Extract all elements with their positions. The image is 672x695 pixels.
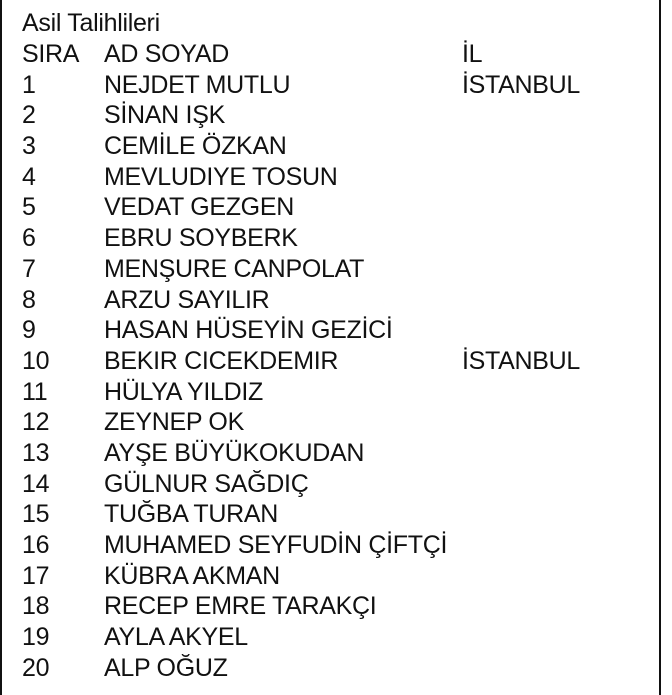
row-ad-soyad: CEMİLE ÖZKAN	[104, 132, 287, 161]
row-ad-soyad: MUHAMED SEYFUDİN ÇİFTÇİ	[104, 531, 448, 559]
header-ad-soyad: AD SOYAD	[104, 40, 229, 68]
row-sira: 5	[22, 193, 36, 222]
list-row	[22, 438, 652, 469]
row-ad-soyad: VEDAT GEZGEN	[104, 193, 294, 222]
list-row	[22, 346, 652, 377]
row-sira: 4	[22, 162, 36, 191]
row-sira: 2	[22, 101, 36, 130]
list-row	[22, 131, 652, 162]
header-row	[22, 39, 652, 70]
list-row	[22, 469, 652, 500]
row-sira: 19	[22, 623, 50, 652]
row-ad-soyad: RECEP EMRE TARAKÇI	[104, 592, 377, 621]
row-ad-soyad: AYLA AKYEL	[104, 623, 248, 652]
row-sira: 12	[22, 408, 50, 437]
row-sira: 9	[22, 316, 36, 345]
row-sira: 15	[22, 500, 50, 529]
winners-list	[22, 8, 652, 683]
row-ad-soyad: GÜLNUR SAĞDIÇ	[104, 469, 309, 498]
row-sira: 7	[22, 254, 36, 283]
header-il: İL	[462, 40, 483, 68]
row-sira: 1	[22, 70, 36, 99]
list-row	[22, 100, 652, 131]
row-sira: 17	[22, 561, 50, 590]
row-sira: 14	[22, 469, 50, 498]
row-ad-soyad: SİNAN IŞK	[104, 101, 225, 130]
list-row	[22, 223, 652, 254]
list-row	[22, 530, 652, 561]
row-ad-soyad: ARZU SAYILIR	[104, 285, 270, 314]
list-row	[22, 407, 652, 438]
row-ad-soyad: AYŞE BÜYÜKOKUDAN	[104, 438, 365, 467]
list-row	[22, 499, 652, 530]
row-sira: 13	[22, 438, 50, 467]
list-row	[22, 254, 652, 285]
row-ad-soyad: BEKIR CICEKDEMIR	[104, 346, 339, 375]
row-sira: 6	[22, 224, 36, 253]
list-row	[22, 561, 652, 592]
list-row	[22, 162, 652, 193]
list-title: Asil Talihlileri	[22, 9, 160, 37]
list-row	[22, 70, 652, 101]
list-row	[22, 315, 652, 346]
list-row	[22, 622, 652, 653]
row-sira: 18	[22, 592, 50, 621]
row-ad-soyad: EBRU SOYBERK	[104, 224, 298, 253]
row-ad-soyad: MENŞURE CANPOLAT	[104, 254, 365, 283]
row-ad-soyad: ZEYNEP OK	[104, 408, 244, 437]
list-row	[22, 192, 652, 223]
row-sira: 11	[22, 377, 48, 406]
row-ad-soyad: MEVLUDIYE TOSUN	[104, 162, 338, 191]
list-row	[22, 591, 652, 622]
row-ad-soyad: HÜLYA YILDIZ	[104, 377, 263, 406]
row-il: İSTANBUL	[462, 70, 580, 99]
row-sira: 8	[22, 285, 36, 314]
row-ad-soyad: ALP OĞUZ	[104, 653, 228, 682]
row-ad-soyad: HASAN HÜSEYİN GEZİCİ	[104, 316, 393, 345]
header-sira: SIRA	[22, 40, 80, 68]
list-row	[22, 653, 652, 684]
list-row	[22, 377, 652, 408]
row-ad-soyad: KÜBRA AKMAN	[104, 561, 280, 590]
row-sira: 3	[22, 132, 36, 161]
row-ad-soyad: NEJDET MUTLU	[104, 70, 291, 99]
row-sira: 16	[22, 531, 50, 559]
row-ad-soyad: TUĞBA TURAN	[104, 500, 279, 529]
list-row	[22, 285, 652, 316]
row-sira: 20	[22, 653, 50, 682]
row-il: İSTANBUL	[462, 346, 580, 375]
row-sira: 10	[22, 346, 50, 375]
